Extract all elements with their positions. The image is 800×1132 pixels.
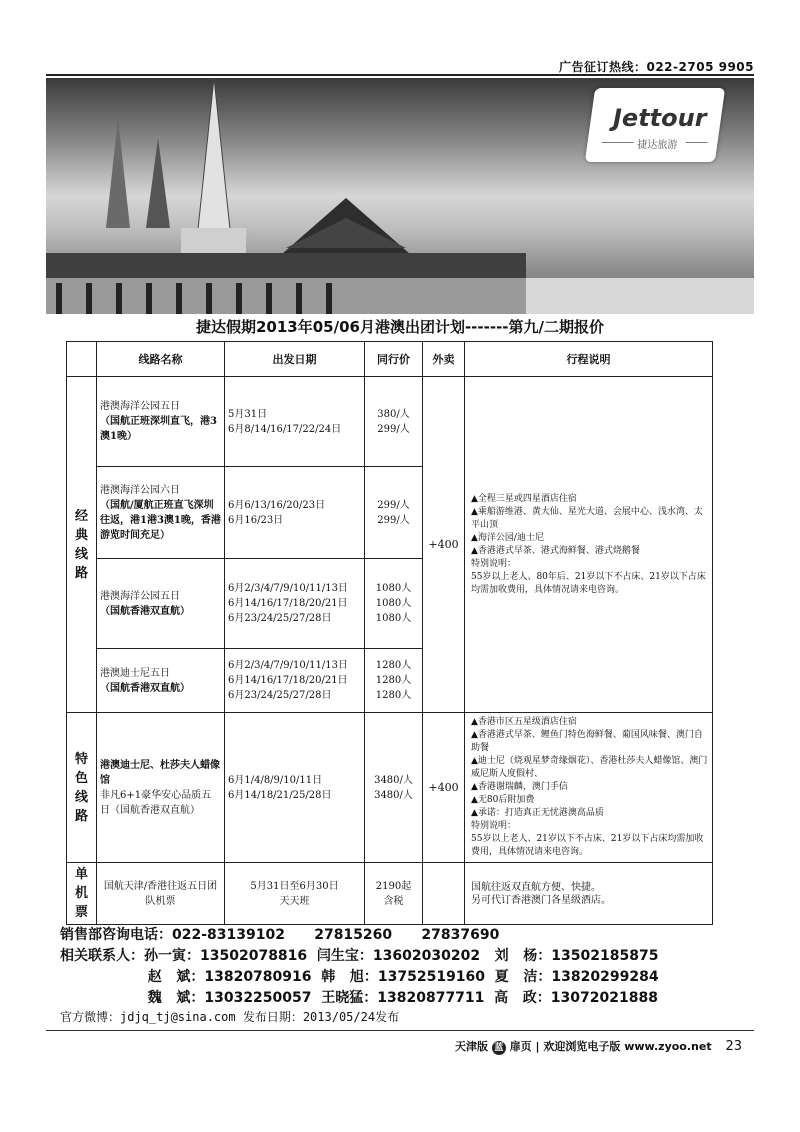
route-cell [97, 559, 225, 649]
footer-separator: | [535, 1040, 544, 1053]
date-cell: 5月31日 6月8/14/16/17/22/24日 [225, 377, 365, 467]
footer-bar [455, 1038, 742, 1055]
footer-section: 扉页 [509, 1040, 532, 1053]
price-cell: 3480/人 3480/人 [365, 713, 423, 863]
date-cell: 6月6/13/16/20/23日 6月16/23日 [225, 467, 365, 559]
hero-banner [46, 78, 754, 314]
weibo-line: 官方微博：jdjq_tj@sina.com 发布日期：2013/05/24发布 [60, 1010, 400, 1024]
contact-line-1: 相关联系人：孙一寅：13502078816 闫生宝：13602030202 刘 杨：13502185875 [60, 948, 659, 964]
header-route: 线路名称 [97, 342, 225, 377]
route-cell [97, 649, 225, 713]
logo-sub: 捷达旅游 [637, 140, 678, 151]
page-title: 捷达假期2013年05/06月港澳出团计划-------第九/二期报价 [195, 318, 605, 336]
route-cell [97, 467, 225, 559]
route-name: 国航天津/香港往返五日团队机票 [103, 880, 218, 907]
table-row [67, 863, 713, 925]
extra-cell: +400 [423, 713, 465, 863]
route-cell [97, 713, 225, 863]
date-cell: 6月2/3/4/7/9/10/11/13日 6月14/16/17/18/20/21日 6月23/24/25/27/28日 [225, 649, 365, 713]
route-note: （国航香港双直航） [100, 605, 190, 617]
page-number: 23 [725, 1039, 742, 1054]
date-cell: 6月2/3/4/7/9/10/11/13日 6月14/16/17/18/20/21日 6月23/24/25/27/28日 [225, 559, 365, 649]
header-desc: 行程说明 [465, 342, 713, 377]
logo-line-right [685, 142, 707, 143]
logo-brand: Jettour [612, 104, 707, 132]
price-cell: 380/人 299/人 [365, 377, 423, 467]
route-name: 港澳迪士尼、杜莎夫人蜡像馆 [100, 759, 220, 786]
table-row [67, 377, 713, 467]
header-date: 出发日期 [225, 342, 365, 377]
table-header-row [67, 342, 713, 377]
footer-badge-icon: 蓝 [492, 1041, 506, 1055]
price-cell: 1080人 1080人 1080人 [365, 559, 423, 649]
route-name: 港澳海洋公园五日 [100, 401, 180, 412]
extra-cell [423, 863, 465, 925]
sales-phone-line: 销售部咨询电话：022-83139102 27815260 27837690 [60, 927, 500, 943]
date-cell: 5月31日至6月30日 天天班 [225, 863, 365, 925]
route-name: 港澳海洋公园五日 [100, 590, 180, 602]
logo-line-left [601, 142, 633, 143]
header-extra: 外卖 [423, 342, 465, 377]
header-divider [46, 74, 754, 76]
price-cell: 299/人 299/人 [365, 467, 423, 559]
header-blank [67, 342, 97, 377]
header-price: 同行价 [365, 342, 423, 377]
footer-slogan: 欢迎浏览电子版 www.zyoo.net [543, 1040, 712, 1053]
footer-divider [46, 1030, 754, 1031]
price-table [66, 341, 713, 925]
route-cell [97, 377, 225, 467]
route-note: （国航/厦航正班直飞深圳往返，港1港3澳1晚，香港游览时间充足） [100, 499, 221, 541]
contact-line-3: 魏 斌：13032250057 王晓猛：13820877711 高 政：13072021888 [60, 990, 658, 1006]
price-cell: 2190起 含税 [365, 863, 423, 925]
route-note: （国航正班深圳直飞，港3澳1晚） [100, 416, 217, 442]
route-note: （国航香港双直航） [100, 682, 190, 694]
category-ticket: 单机票 [67, 863, 97, 925]
contact-line-2: 赵 斌：13820780916 韩 旭：13752519160 夏 洁：13820299284 [60, 969, 659, 985]
route-cell [97, 863, 225, 925]
desc-cell: ▲香港市区五星级酒店住宿 ▲香港港式早茶、鲤鱼门特色海鲜餐、葡国风味餐、澳门自助餐 ▲迪士尼（烧观星梦奇缘烟花）、香港杜莎夫人蜡像馆、澳门威尼斯人度假村、 ▲香港谢瑞麟，澳门手信 ▲无80后附加费 ▲承诺：打造真正无忧港澳高品质 特别说明： 55岁以上老人、21岁以下不占床、21岁以下占床均需加收费用，具体情况请来电咨询。 [465, 713, 713, 863]
category-special: 特色线路 [67, 713, 97, 863]
ad-hotline: 广告征订热线：022-2705 9905 [558, 60, 754, 74]
desc-cell: 国航往返双直航方便、快捷。 另可代订香港澳门各星级酒店。 [465, 863, 713, 925]
table-row [67, 713, 713, 863]
jettour-logo [585, 88, 725, 162]
footer-edition: 天津版 [455, 1040, 488, 1053]
route-name: 港澳迪士尼五日 [100, 667, 170, 679]
category-classic: 经典线路 [67, 377, 97, 713]
price-cell: 1280人 1280人 1280人 [365, 649, 423, 713]
date-cell: 6月1/4/8/9/10/11日 6月14/18/21/25/28日 [225, 713, 365, 863]
route-note: 非凡6+1豪华安心品质五日（国航香港双直航） [100, 789, 212, 816]
desc-cell: ▲全程三星或四星酒店住宿 ▲乘船游维港、黄大仙、星光大道、会展中心、浅水湾、太平山顶 ▲海洋公园/迪士尼 ▲香港港式早茶、港式海鲜餐、港式烧鹅餐 特别说明： 55岁以上老人、80年后、21岁以下不占床、21岁以下占床均需加收费用，具体情况请来电咨询。 [465, 377, 713, 713]
extra-cell: +400 [423, 377, 465, 713]
route-name: 港澳海洋公园六日 [100, 484, 180, 496]
